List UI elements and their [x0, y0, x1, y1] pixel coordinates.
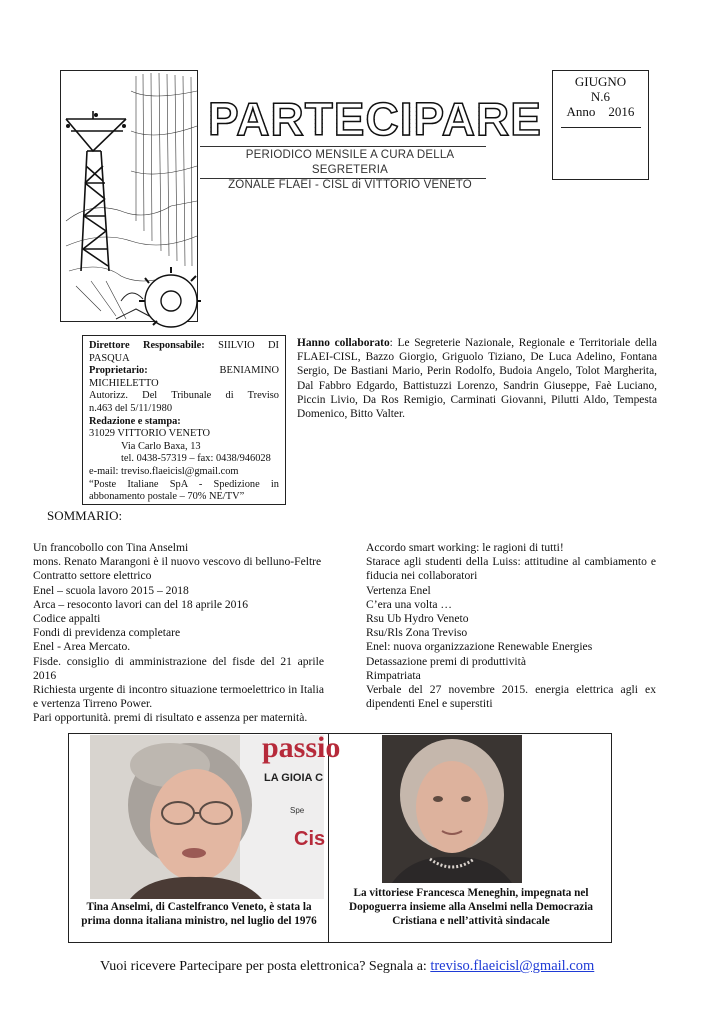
toc-item[interactable]: Arca – resoconto lavori can del 18 aprile 2016: [33, 597, 249, 611]
toc-item[interactable]: mons. Renato Marangoni è il nuovo vescovo di belluno-Feltre: [33, 555, 322, 569]
photo-table-divider: [328, 733, 329, 943]
issue-rule: [561, 127, 641, 128]
toc-item[interactable]: Rsu/Rls Zona Treviso: [366, 626, 468, 640]
office-email: e-mail: treviso.flaeicisl@gmail.com: [89, 465, 239, 477]
portrait-meneghin: [382, 735, 522, 883]
director-label: Direttore Responsabile:: [89, 340, 205, 351]
issue-box: [552, 70, 649, 180]
footer-email-link[interactable]: treviso.flaeicisl@gmail.com: [430, 958, 595, 974]
caption-meneghin: La vittoriese Francesca Meneghin, impegnata nel Dopoguerra insieme alla Anselmi nella Democrazia Cristiana e nell’attività sindacale: [349, 887, 593, 927]
toc-item[interactable]: Codice appalti: [33, 612, 101, 626]
toc-item[interactable]: Accordo smart working: le ragioni di tutti!: [366, 541, 564, 554]
director-last: PASQUA: [89, 352, 130, 364]
owner-line: [89, 365, 279, 378]
toc-item[interactable]: Un francobollo con Tina Anselmi: [33, 541, 189, 554]
office-phone: tel. 0438-57319 – fax: 0438/946028: [121, 453, 271, 465]
masthead-rule-bottom: [200, 178, 486, 179]
banner-subtext: LA GIOIA C: [264, 772, 324, 784]
banner-text: passio: [262, 731, 341, 764]
toc-item[interactable]: Contratto settore elettrico: [33, 569, 152, 583]
footer: [100, 958, 660, 975]
director-line: [89, 340, 279, 353]
owner-label: Proprietario:: [89, 365, 148, 377]
caption-anselmi: Tina Anselmi, di Castelfranco Veneto, è stata la prima donna italiana ministro, nel luglio del 1976: [81, 901, 317, 927]
photo-francesca-meneghin: [382, 735, 522, 883]
toc-right-column: [366, 541, 656, 711]
masthead: [208, 93, 542, 145]
banner-small: Spe: [290, 806, 305, 815]
collaborators: [297, 336, 657, 421]
office-label: [89, 416, 279, 429]
toc-item[interactable]: Fisde. consiglio di amministrazione del fisde del 21 aprile 2016: [33, 654, 324, 682]
subtitle-line-1: PERIODICO MENSILE A CURA DELLA SEGRETERIA: [245, 149, 455, 176]
toc-item[interactable]: Rimpatriata: [366, 668, 421, 682]
toc-left-column: [33, 541, 324, 726]
portrait-anselmi: [90, 731, 341, 899]
toc-item[interactable]: Richiesta urgente di incontro situazione termoelettrico in Italia e vertenza Tirreno Power.: [33, 683, 324, 711]
masthead-subtitle: [212, 148, 488, 193]
toc-item[interactable]: Enel: nuova organizzazione Renewable Energies: [366, 640, 593, 654]
pylon-dam-drawing: [61, 71, 197, 321]
staff-box: [82, 335, 286, 505]
office-street: Via Carlo Baxa, 13: [121, 440, 201, 452]
director-first: SIILVIO DI: [218, 340, 280, 351]
toc-item[interactable]: Detassazione premi di produttività: [366, 654, 527, 668]
collaborators-label: Hanno collaborato: [297, 337, 390, 349]
logo-illustration: [60, 70, 198, 322]
owner-first: BENIAMINO: [219, 365, 279, 377]
postal-line-1: “Poste Italiane SpA - Spedizione in: [89, 478, 279, 490]
postal-line-2: abbonamento postale – 70% NE/TV”: [89, 491, 245, 503]
owner-last: MICHIELETTO: [89, 377, 159, 389]
banner-brand: Cis: [294, 828, 326, 850]
newsletter-title: PARTECIPARE: [208, 93, 542, 145]
issue-year: Anno 2016: [566, 104, 635, 119]
toc-item[interactable]: C’era una volta …: [366, 597, 452, 611]
authorization-line-2: n.463 del 5/11/1980: [89, 402, 173, 414]
footer-text: Vuoi ricevere Partecipare per posta elettronica? Segnala a:: [100, 959, 427, 974]
toc-item[interactable]: Rsu Ub Hydro Veneto: [366, 612, 469, 626]
collaborators-text: : Le Segreterie Nazionale, Regionale e Territoriale della FLAEI-CISL, Bazzo Giorgio, Griguolo Tiziano, De Luca Adelino, Fontana Sergio, De Bastiani Mario, Perin Rodolfo, Budoia Angelo, Tolot Margherita, Dal Fabbro Edgardo, Battistuzzi Lorenzo, Sandrin Giuseppe, Faè Luciano, Piccin Livio, Da Ros Remigio, Carminati Giovanni, Pilutti Aldo, Tempesta Domenico, Bitto Valter.: [297, 337, 657, 421]
subtitle-line-2: ZONALE FLAEI - CISL di VITTORIO VENETO: [228, 179, 472, 191]
issue-month: GIUGNO: [574, 74, 627, 89]
toc-item[interactable]: Enel – scuola lavoro 2015 – 2018: [33, 583, 189, 597]
issue-number: N.6: [590, 89, 611, 104]
toc-item[interactable]: Enel - Area Mercato.: [33, 640, 131, 654]
toc-item[interactable]: Starace agli studenti della Luiss: attitudine al cambiamento e fiducia nei collaboratori: [366, 555, 656, 583]
masthead-rule-top: [200, 146, 486, 147]
photo-tina-anselmi: [90, 731, 341, 899]
toc-item[interactable]: Fondi di previdenza completare: [33, 626, 181, 640]
toc-item[interactable]: Pari opportunità. premi di risultato e assenza per maternità.: [33, 711, 308, 725]
office-city: 31029 VITTORIO VENETO: [89, 428, 211, 440]
toc-item[interactable]: Vertenza Enel: [366, 583, 431, 597]
authorization-line-1: Autorizz. Del Tribunale di Treviso: [89, 390, 279, 402]
office-label-text: Redazione e stampa:: [89, 415, 181, 427]
toc-item[interactable]: Verbale del 27 novembre 2015. energia elettrica agli ex dipendenti Enel e superstiti: [366, 683, 656, 711]
sommario-title: SOMMARIO:: [47, 508, 123, 523]
